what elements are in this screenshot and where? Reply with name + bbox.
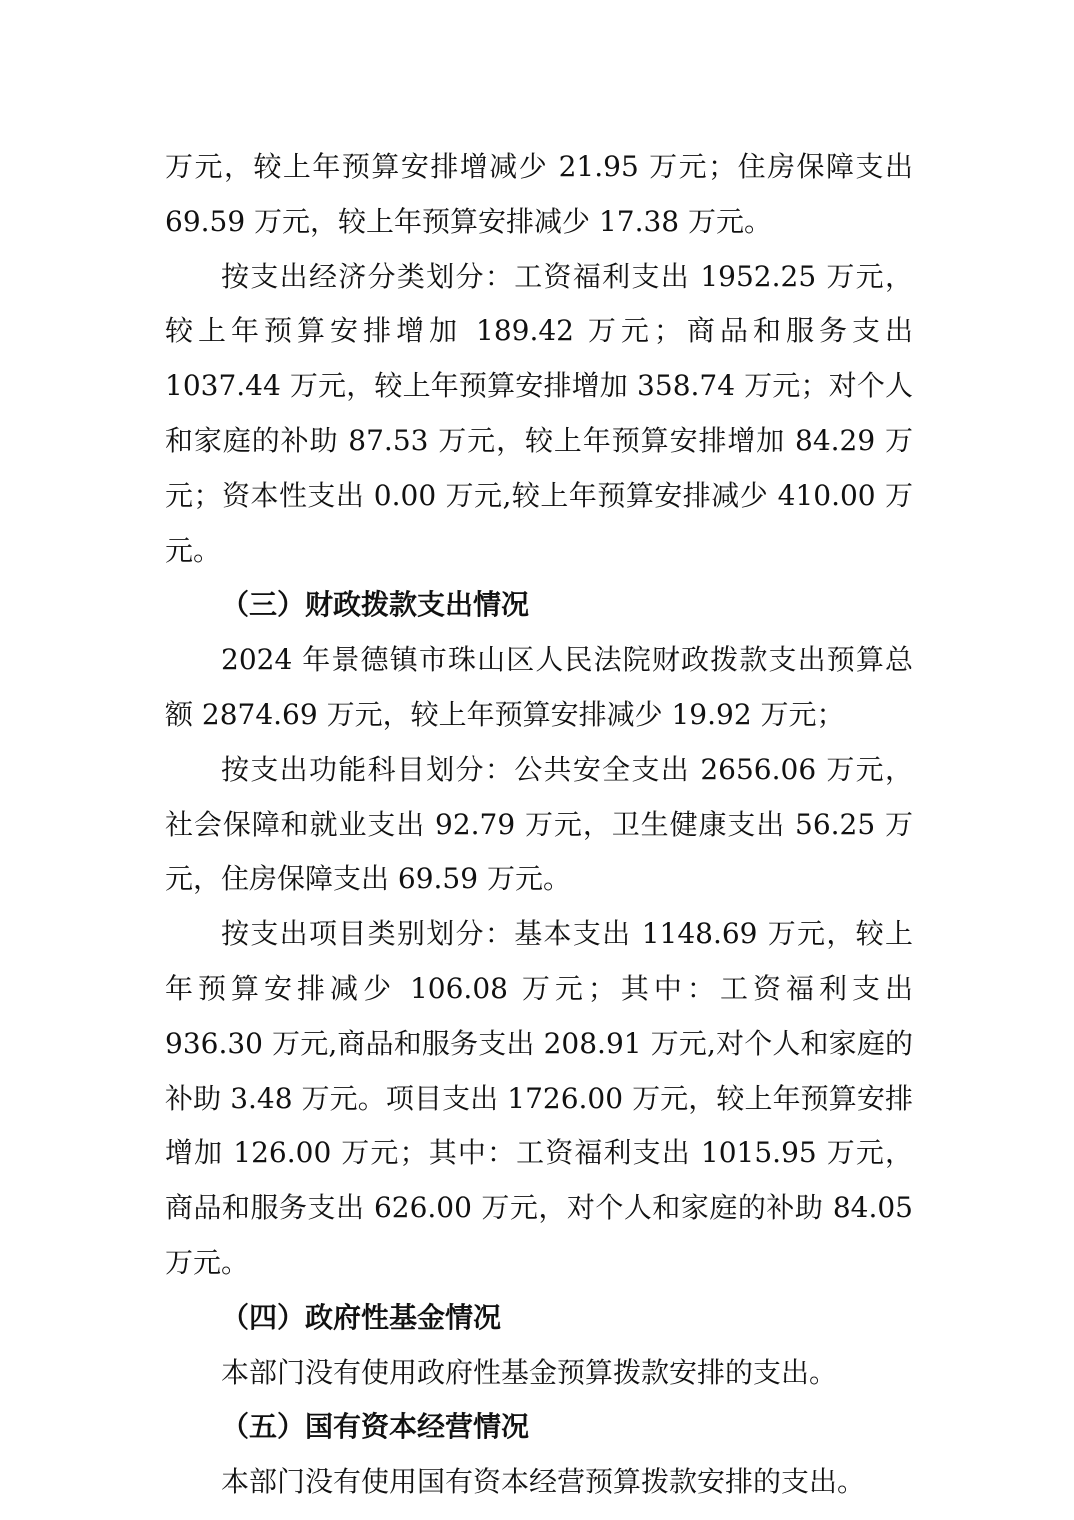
paragraph-housing-continued: 万元，较上年预算安排增减少 21.95 万元；住房保障支出 69.59 万元，较上年预算安排减少 17.38 万元。	[165, 150, 913, 238]
paragraph-fiscal-total: 2024 年景德镇市珠山区人民法院财政拨款支出预算总额 2874.69 万元，较上年预算安排减少 19.92 万元；	[165, 643, 913, 731]
paragraph-government-fund: 本部门没有使用政府性基金预算拨款安排的支出。	[221, 1355, 838, 1389]
paragraph-economic-classification: 按支出经济分类划分：工资福利支出 1952.25 万元，较上年预算安排增加 189.42 万元；商品和服务支出 1037.44 万元，较上年预算安排增加 358.74 万元；对个人和家庭的补助 87.53 万元，较上年预算安排增加 84.29 万元；资本性支出 0.00 万元,较上年预算安排减少 410.00 万元。	[165, 259, 913, 567]
section-heading-government-fund: （四）政府性基金情况	[221, 1300, 502, 1334]
section-heading-fiscal-expenditure: （三）财政拨款支出情况	[221, 588, 530, 622]
paragraph-functional-classification: 按支出功能科目划分：公共安全支出 2656.06 万元，社会保障和就业支出 92.79 万元，卫生健康支出 56.25 万元，住房保障支出 69.59 万元。	[165, 752, 913, 896]
section-heading-state-capital: （五）国有资本经营情况	[221, 1410, 530, 1444]
document-body	[165, 140, 913, 1510]
paragraph-state-capital: 本部门没有使用国有资本经营预算拨款安排的支出。	[221, 1465, 866, 1499]
paragraph-project-classification: 按支出项目类别划分：基本支出 1148.69 万元，较上年预算安排减少 106.08 万元；其中：工资福利支出 936.30 万元,商品和服务支出 208.91 万元,对个人和家庭的补助 3.48 万元。项目支出 1726.00 万元，较上年预算安排增加 126.00 万元；其中：工资福利支出 1015.95 万元，商品和服务支出 626.00 万元，对个人和家庭的补助 84.05 万元。	[165, 917, 913, 1279]
